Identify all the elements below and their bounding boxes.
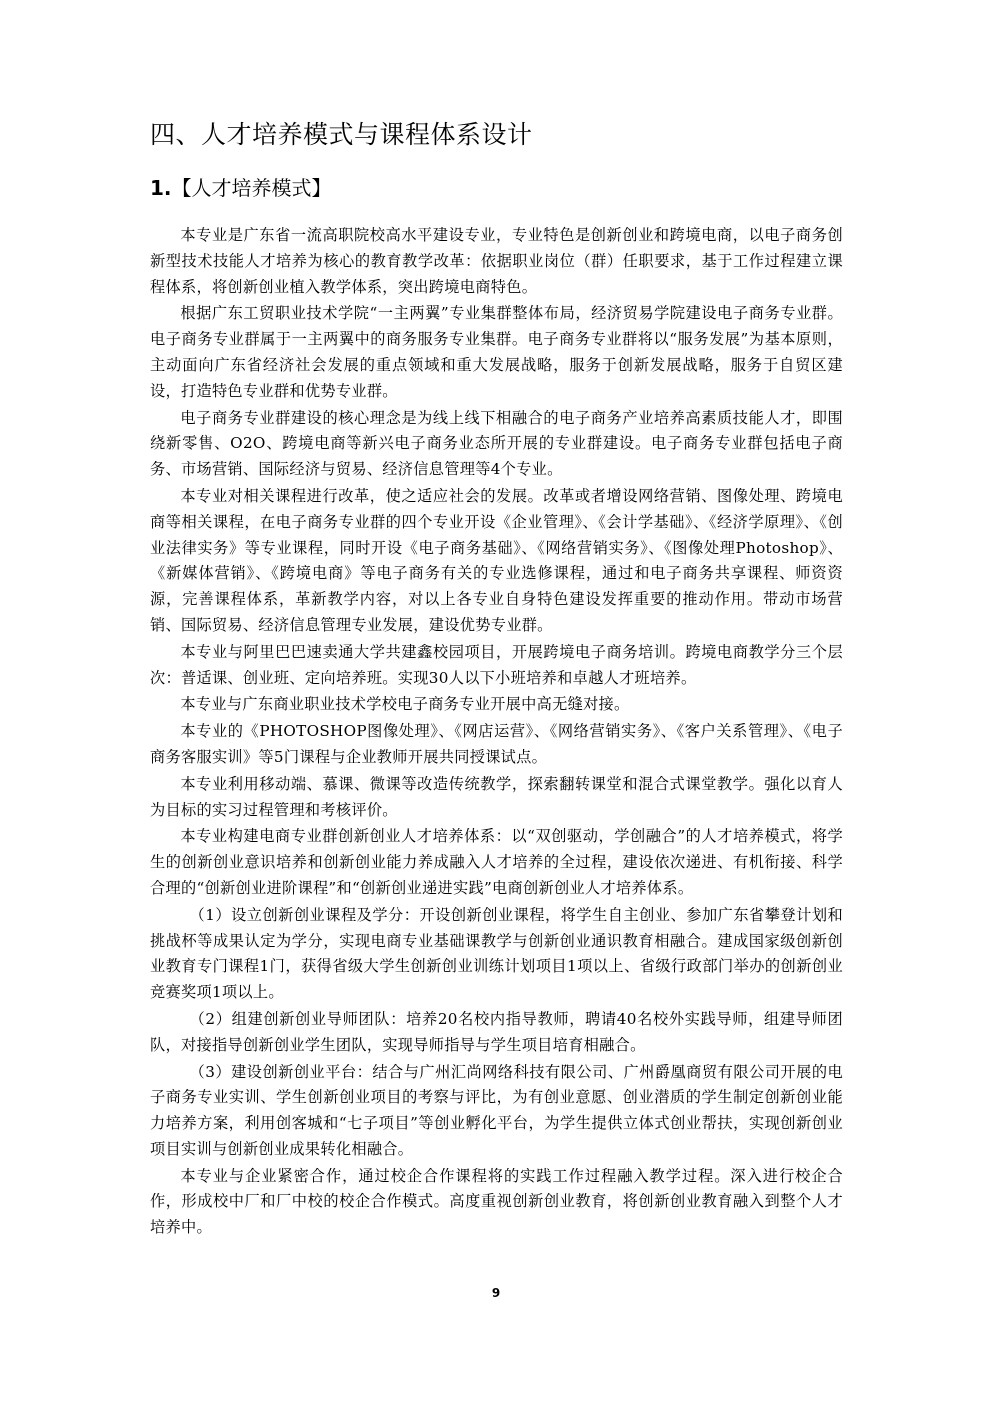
paragraph: 本专业与广东商业职业技术学校电子商务专业开展中高无缝对接。 [180, 695, 630, 714]
paragraph: 根据广东工贸职业技术学院“一主两翼”专业集群整体布局，经济贸易学院建设电子商务专业群。电子商务专业群属于一主两翼中的商务服务专业集群。电子商务专业群将以“服务发展”为基本原则，主动面向广东省经济社会发展的重点领域和重大发展战略，服务于创新发展战略，服务于自贸区建设，打造特色专业群和优势专业群。 [150, 304, 843, 400]
list-item: （1）设立创新创业课程及学分：开设创新创业课程，将学生自主创业、参加广东省攀登计划和挑战杯等成果认定为学分，实现电商专业基础课教学与创新创业通识教育相融合。建成国家级创新创业教育专门课程1门，获得省级大学生创新创业训练计划项目1项以上、省级行政部门举办的创新创业竞赛奖项1项以上。 [150, 905, 843, 1002]
section-title: 四、人才培养模式与课程体系设计 [150, 120, 533, 149]
paragraph: 电子商务专业群建设的核心理念是为线上线下相融合的电子商务产业培养高素质技能人才，即围绕新零售、O2O、跨境电商等新兴电子商务业态所开展的专业群建设。电子商务专业群包括电子商务、市场营销、国际经济与贸易、经济信息管理等4个专业。 [150, 408, 843, 479]
paragraph: 本专业与阿里巴巴速卖通大学共建鑫校园项目，开展跨境电子商务培训。跨境电商教学分三个层次：普适课、创业班、定向培养班。实现30人以下小班培养和卓越人才班培养。 [150, 642, 843, 687]
paragraph: 本专业构建电商专业群创新创业人才培养体系：以“双创驱动，学创融合”的人才培养模式，将学生的创新创业意识培养和创新创业能力养成融入人才培养的全过程，建设依次递进、有机衔接、科学合理的“创新创业进阶课程”和“创新创业递进实践”电商创新创业人才培养体系。 [150, 827, 843, 897]
paragraph: 本专业对相关课程进行改革，使之适应社会的发展。改革或者增设网络营销、图像处理、跨境电商等相关课程，在电子商务专业群的四个专业开设《企业管理》、《会计学基础》、《经济学原理》、《创业法律实务》等专业课程，同时开设《电子商务基础》、《网络营销实务》、《图像处理Photoshop》、《新媒体营销》、《跨境电商》等电子商务有关的专业选修课程，通过和电子商务共享课程、师资资源，完善课程体系，革新教学内容，对以上各专业自身特色建设发挥重要的推动作用。带动市场营销、国际贸易、经济信息管理专业发展，建设优势专业群。 [150, 486, 843, 634]
subsection-title [150, 174, 850, 202]
list-item: （3）建设创新创业平台：结合与广州汇尚网络科技有限公司、广州爵凰商贸有限公司开展的电子商务专业实训、学生创新创业项目的考察与评比，为有创业意愿、创业潜质的学生制定创新创业能力培养方案，利用创客城和“七子项目”等创业孵化平台，为学生提供立体式创业帮扶，实现创新创业项目实训与创新创业成果转化相融合。 [150, 1062, 843, 1158]
paragraph: 本专业的《PHOTOSHOP图像处理》、《网店运营》、《网络营销实务》、《客户关系管理》、《电子商务客服实训》等5门课程与企业教师开展共同授课试点。 [150, 722, 843, 766]
page-number: 9 [491, 1286, 501, 1300]
list-item: （2）组建创新创业导师团队：培养20名校内指导教师，聘请40名校外实践导师，组建导师团队，对接指导创新创业学生团队，实现导师指导与学生项目培育相融合。 [150, 1009, 843, 1054]
paragraph: 本专业是广东省一流高职院校高水平建设专业，专业特色是创新创业和跨境电商，以电子商务创新型技术技能人才培养为核心的教育教学改革：依据职业岗位（群）任职要求，基于工作过程建立课程体系，将创新创业植入教学体系，突出跨境电商特色。 [150, 226, 843, 296]
subsection-number: 1. [150, 176, 172, 200]
body-text [150, 223, 843, 1241]
paragraph: 本专业与企业紧密合作，通过校企合作课程将的实践工作过程融入教学过程。深入进行校企合作，形成校中厂和厂中校的校企合作模式。高度重视创新创业教育，将创新创业教育融入到整个人才培养中。 [150, 1166, 843, 1237]
paragraph: 本专业利用移动端、慕课、微课等改造传统教学，探索翻转课堂和混合式课堂教学。强化以育人为目标的实习过程管理和考核评价。 [150, 774, 843, 819]
subsection-label: 【人才培养模式】 [171, 176, 332, 200]
